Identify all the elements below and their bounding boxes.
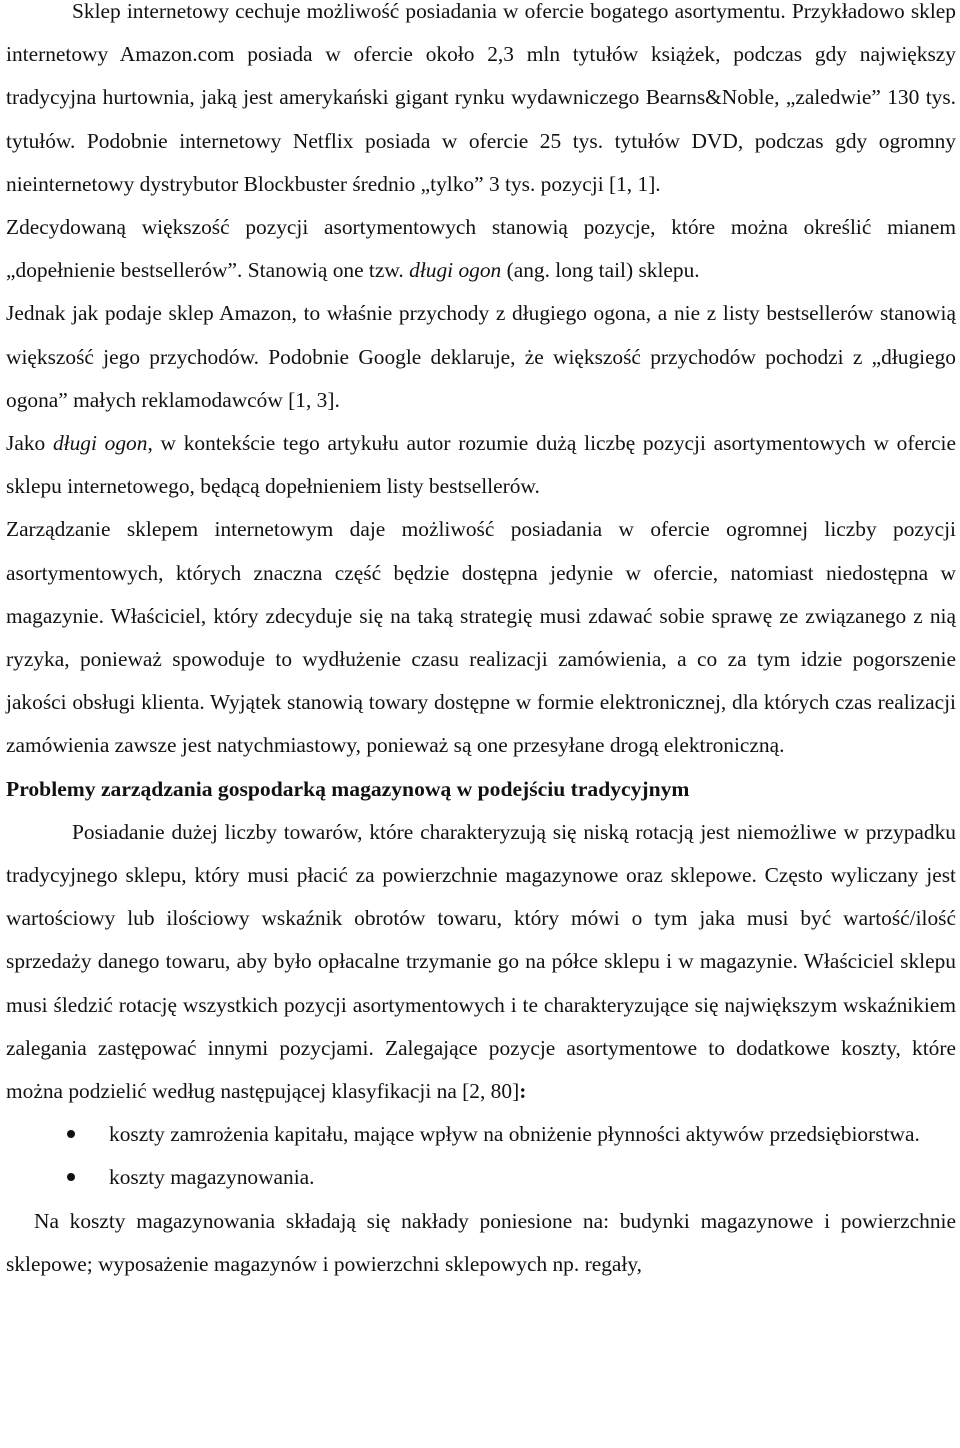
section-heading: Problemy zarządzania gospodarką magazynową w podejściu tradycyjnym — [6, 776, 690, 801]
text-run: Zdecydowaną większość pozycji asortymentowych stanowią pozycje, które można określić mianem „dopełnienie bestsellerów”. Stanowią one tzw. — [6, 215, 956, 283]
paragraph-amazon-revenue: Jednak jak podaje sklep Amazon, to właśnie przychody z długiego ogona, a nie z listy bestsellerów stanowią większość jego przychodów. Podobnie Google deklaruje, że większość przychodów pochodzi z „długiego ogona” małych reklamodawców [1, 3]. — [6, 301, 956, 412]
emphasis-long-tail: długi ogon — [409, 258, 502, 283]
bullet-icon — [67, 1173, 75, 1181]
list-item — [6, 1113, 956, 1156]
text-run: Posiadanie dużej liczby towarów, które charakteryzują się niską rotacją jest niemożliwe w przypadku tradycyjnego sklepu, który musi płacić za powierzchnie magazynowe oraz sklepowe. Często wyliczany jest wartościowy lub ilościowy wskaźnik obrotów towaru, który mówi o tym jaka musi być wartość/ilość sprzedaży danego towaru, aby było opłacalne trzymanie go na półce sklepu i w magazynie. Właściciel sklepu musi śledzić rotację wszystkich pozycji asortymentowych i te charakteryzujące się największym wskaźnikiem zalegania zastępować innymi pozycjami. Zalegające pozycje asortymentowe to dodatkowe koszty, które można podzielić według następującej klasyfikacji na [2, 80] — [6, 819, 956, 1104]
text-run: Jako — [6, 431, 53, 456]
bullet-icon — [67, 1130, 75, 1138]
list-item-text: koszty zamrożenia kapitału, mające wpływ na obniżenie płynności aktywów przedsiębiorstwa. — [109, 1122, 920, 1147]
bold-colon: : — [519, 1079, 527, 1104]
list-item-text: koszty magazynowania. — [109, 1165, 315, 1190]
paragraph-store-management: Zarządzanie sklepem internetowym daje możliwość posiadania w ofercie ogromnej liczby pozycji asortymentowych, których znaczna część będzie dostępna jedynie w ofercie, natomiast niedostępna w magazynie. Właściciel, który zdecyduje się na taką strategię musi zdawać sobie sprawę ze związanego z nią ryzyka, ponieważ spowoduje to wydłużenie czasu realizacji zamówienia, a co za tym idzie pogorszenie jakości obsługi klienta. Wyjątek stanowią towary dostępne w formie elektronicznej, dla których czas realizacji zamówienia zawsze jest natychmiastowy, ponieważ są one przesyłane drogą elektroniczną. — [6, 517, 956, 758]
paragraph-traditional-store — [6, 811, 956, 1113]
cost-bullet-list — [6, 1113, 956, 1199]
text-run: , w kontekście tego artykułu autor rozumie dużą liczbę pozycji asortymentowych w ofercie sklepu internetowego, będącą dopełnieniem listy bestsellerów. — [6, 431, 956, 499]
paragraph-storage-costs: Na koszty magazynowania składają się nakłady poniesione na: budynki magazynowe i powierzchnie sklepowe; wyposażenie magazynów i powierzchni sklepowych np. regały, — [6, 1208, 956, 1276]
text-run: (ang. long tail) sklepu. — [501, 258, 700, 283]
list-item — [6, 1156, 956, 1199]
paragraph-long-tail-offer: Sklep internetowy cechuje możliwość posiadania w ofercie bogatego asortymentu. Przykładowo sklep internetowy Amazon.com posiada w ofercie około 2,3 mln tytułów książek, podczas gdy największy tradycyjna hurtownia, jaką jest amerykański gigant rynku wydawniczego Bearns&Noble, „zaledwie” 130 tys. tytułów. Podobnie internetowy Netflix posiada w ofercie 25 tys. tytułów DVD, podczas gdy ogromny nieinternetowy dystrybutor Blockbuster średnio „tylko” 3 tys. pozycji [1, 1]. — [6, 0, 956, 196]
paragraph-author-definition — [6, 422, 956, 508]
document-page — [6, 0, 956, 1286]
emphasis-long-tail: długi ogon — [52, 431, 148, 456]
paragraph-long-tail-definition — [6, 206, 956, 292]
